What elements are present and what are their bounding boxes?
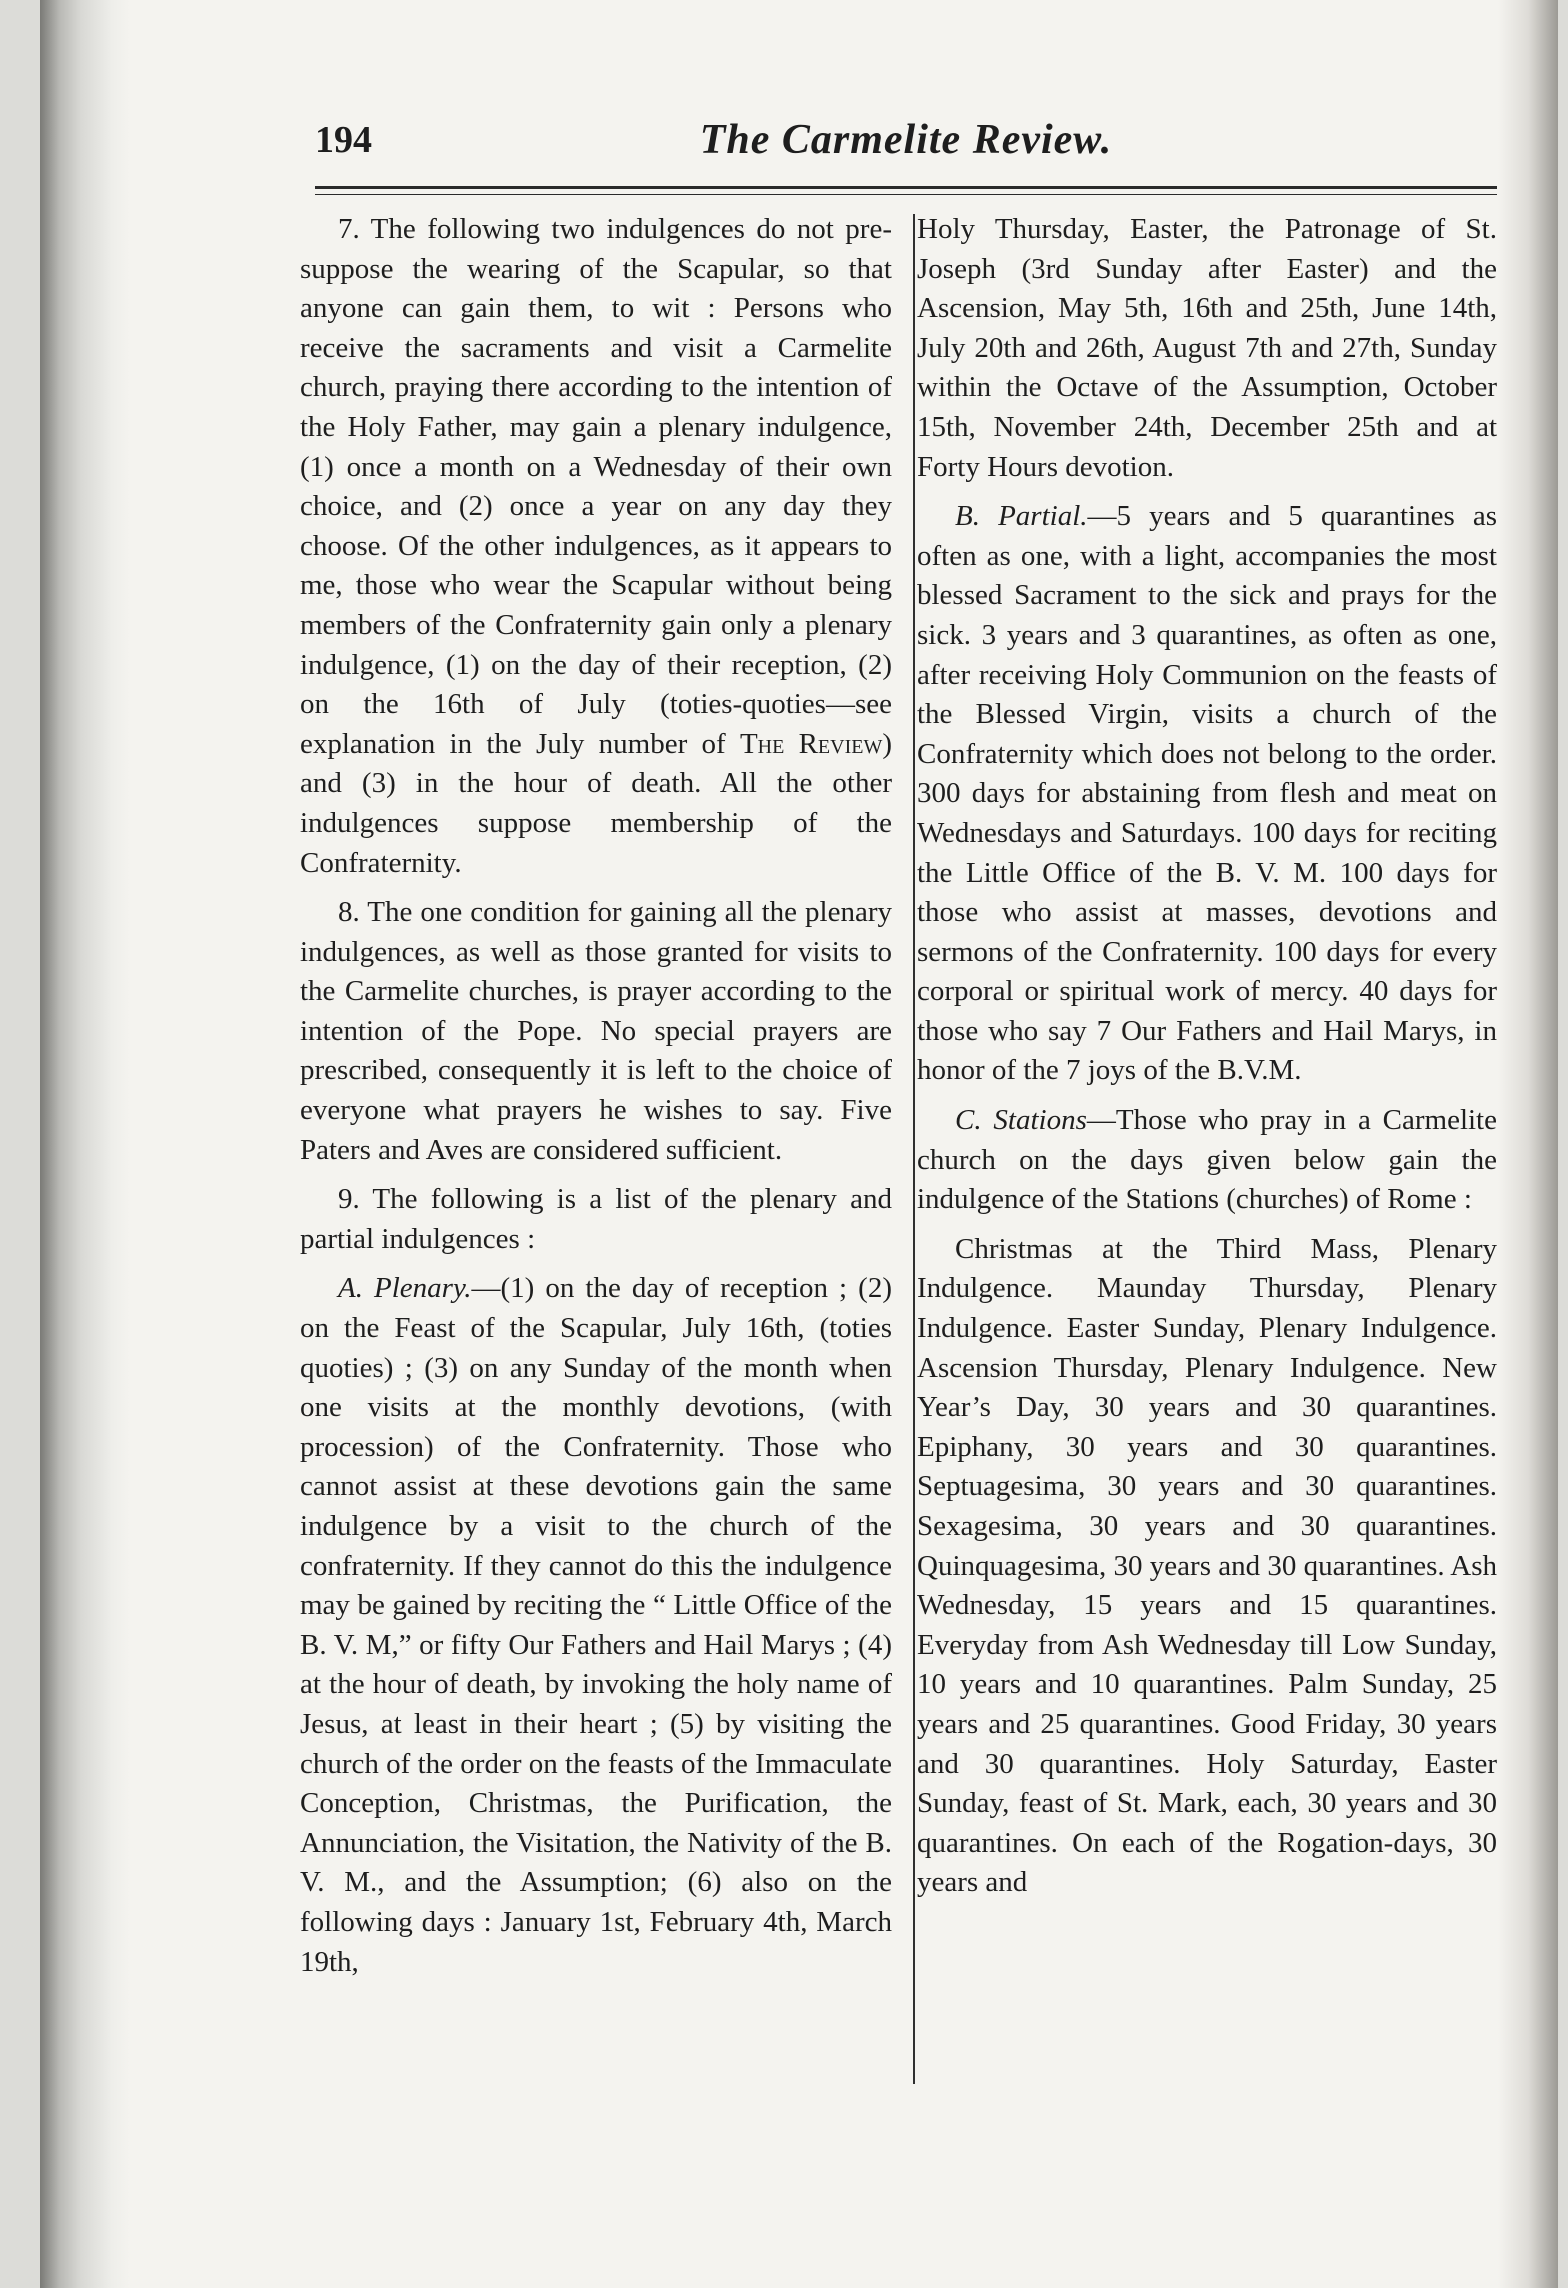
stations-label: C. Stations: [955, 1104, 1087, 1137]
left-column: [300, 210, 892, 2090]
page-edge-shadow: [1498, 0, 1558, 2288]
paragraph-7-text: 7. The following two indulgences do not pre-suppose the wearing of the Scapular, so that anyone can gain them, to wit : Persons who receive the sacraments and visit a Carmelite church, praying there according to the intention of the Holy Father, may gain a plenary indulgence, (1) once a month on a Wednesday of their own choice, and (2) once a year on any day they choose. Of the other indulgences, as it appears to me, those who wear the Scapular without being members of the Confraternity gain only a plenary indulgence, (1) on the day of their reception, (2) on the 16th of July (toties-quoties—see explanation in the July number of: [300, 213, 892, 760]
paragraph-8: 8. The one condition for gaining all the plenary indulgences, as well as those granted for visits to the Carmelite churches, is prayer according to the intention of the Pope. No special prayers are prescribed, consequently it is left to the choice of everyone what prayers he wishes to say. Five Paters and Aves are considered sufficient.: [300, 896, 892, 1166]
paragraph-9: 9. The following is a list of the plenary and partial indulgences :: [300, 1183, 892, 1255]
partial-label: B. Partial.: [955, 500, 1088, 533]
right-column: [917, 210, 1497, 2090]
column-divider: [913, 214, 915, 2084]
running-header: [315, 118, 1497, 178]
page-number: 194: [315, 119, 372, 161]
the-review-reference: The Review: [739, 727, 883, 760]
book-gutter: [40, 0, 130, 2288]
header-rule-thin: [315, 194, 1497, 195]
partial-text: —5 years and 5 quarantines as often as one, with a light, accompanies the most blessed Sacrament to the sick and prays for the sick. 3 years and 3 quarantines, as often as one, after receiving Holy Communion on the feasts of the Blessed Virgin, visits a church of the Confraternity which does not belong to the order. 300 days for abstaining from flesh and meat on Wednesdays and Saturdays. 100 days for reciting the Little Office of the B. V. M. 100 days for those who assist at masses, devotions and sermons of the Confraternity. 100 days for every corporal or spiritual work of mercy. 40 days for those who say 7 Our Fathers and Hail Marys, in honor of the 7 joys of the B.V.M.: [917, 500, 1497, 1087]
stations-text: —Those who pray in a Carmelite church on the days given below gain the indulgence of the Stations (churches) of Rome :: [917, 1104, 1497, 1216]
journal-title: The Carmelite Review.: [699, 117, 1113, 163]
partial-paragraph: [917, 497, 1497, 1091]
paragraph-7: [300, 210, 892, 883]
plenary-text: —(1) on the day of reception ; (2) on the Feast of the Scapular, July 16th, (toties quoties) ; (3) on any Sunday of the month when one visits at the monthly devotions, (with procession) of the Confraternity. Those who cannot assist at these devotions gain the same indulgence by a visit to the church of the confraternity. If they cannot do this the indulgence may be gained by reciting the “ Little Office of the B. V. M,” or fifty Our Fathers and Hail Marys ; (4) at the hour of death, by invoking the holy name of Jesus, at least in their heart ; (5) by visiting the church of the order on the feasts of the Immaculate Conception, Christmas, the Purification, the Annunciation, the Visitation, the Nativity of the B. V. M., and the Assumption; (6) also on the following days : January 1st, February 4th, March 19th,: [300, 1272, 892, 1978]
plenary-paragraph: [300, 1269, 892, 1982]
plenary-label: A. Plenary.: [338, 1272, 472, 1305]
header-rule-thick: [315, 186, 1497, 189]
continuation-paragraph: Holy Thursday, Easter, the Patronage of St. Joseph (3rd Sunday after Easter) and the Ascension, May 5th, 16th and 25th, June 14th, July 20th and 26th, August 7th and 27th, Sunday within the Octave of the Assumption, October 15th, November 24th, December 25th and at Forty Hours devotion.: [917, 213, 1497, 483]
stations-paragraph: [917, 1101, 1497, 1220]
paragraph-7-end: ) and (3) in the hour of death. All the other indulgences suppose membership of the Confraternity.: [300, 727, 892, 879]
stations-list: Christmas at the Third Mass, Plenary Indulgence. Maunday Thursday, Plenary Indulgence. Easter Sunday, Plenary Indulgence. Ascension Thursday, Plenary Indulgence. New Year’s Day, 30 years and 30 quarantines. Epiphany, 30 years and 30 quarantines. Septuagesima, 30 years and 30 quarantines. Sexagesima, 30 years and 30 quarantines. Quinquagesima, 30 years and 30 quarantines. Ash Wednesday, 15 years and 15 quarantines. Everyday from Ash Wednesday till Low Sunday, 10 years and 10 quarantines. Palm Sunday, 25 years and 25 quarantines. Good Friday, 30 years and 30 quarantines. Holy Saturday, Easter Sunday, feast of St. Mark, each, 30 years and 30 quarantines. On each of the Rogation-days, 30 years and: [917, 1232, 1497, 1899]
